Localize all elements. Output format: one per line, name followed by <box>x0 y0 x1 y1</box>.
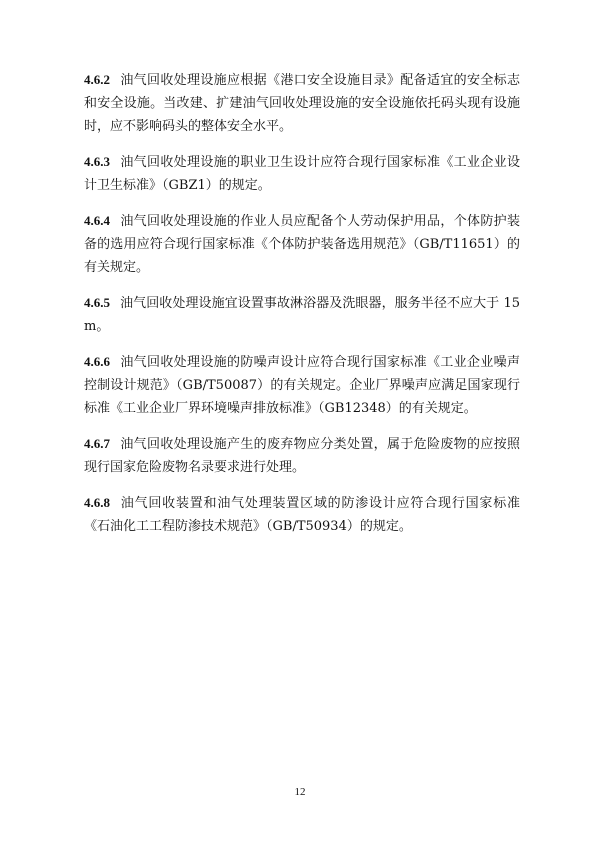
clause-4-6-2 <box>84 68 520 138</box>
clause-4-6-7 <box>84 432 520 479</box>
clause-4-6-6 <box>84 350 520 420</box>
clause-text: 油气回收处理设施产生的废弃物应分类处置，属于危险废物的应按照现行国家危险废物名录要求进行处理。 <box>84 437 520 475</box>
clause-4-6-8 <box>84 491 520 538</box>
clause-4-6-3 <box>84 150 520 197</box>
document-body <box>84 68 520 550</box>
clause-text: 油气回收处理设施应根据《港口安全设施目录》配备适宜的安全标志和安全设施。当改建、扩建油气回收处理设施的安全设施依托码头现有设施时，应不影响码头的整体安全水平。 <box>84 73 520 134</box>
clause-text: 油气回收处理设施的职业卫生设计应符合现行国家标准《工业企业设计卫生标准》（GBZ1）的规定。 <box>84 155 520 193</box>
clause-text: 油气回收装置和油气处理装置区域的防渗设计应符合现行国家标准《石油化工工程防渗技术规范》（GB/T50934）的规定。 <box>84 496 520 534</box>
clause-text: 油气回收处理设施宜设置事故淋浴器及洗眼器，服务半径不应大于 15m。 <box>84 296 520 334</box>
clause-4-6-4 <box>84 209 520 279</box>
clause-number: 4.6.6 <box>84 354 110 369</box>
page-number: 12 <box>294 786 306 798</box>
clause-text: 油气回收处理设施的防噪声设计应符合现行国家标准《工业企业噪声控制设计规范》（GB/T50087）的有关规定。企业厂界噪声应满足国家现行标准《工业企业厂界环境噪声排放标准》（GB12348）的有关规定。 <box>84 355 520 416</box>
clause-number: 4.6.5 <box>84 295 110 310</box>
clause-number: 4.6.7 <box>84 436 110 451</box>
clause-text: 油气回收处理设施的作业人员应配备个人劳动保护用品，个体防护装备的选用应符合现行国家标准《个体防护装备选用规范》（GB/T11651）的有关规定。 <box>84 214 520 275</box>
clause-number: 4.6.3 <box>84 154 110 169</box>
clause-number: 4.6.8 <box>84 495 110 510</box>
clause-4-6-5 <box>84 291 520 338</box>
clause-number: 4.6.4 <box>84 213 110 228</box>
clause-number: 4.6.2 <box>84 72 110 87</box>
